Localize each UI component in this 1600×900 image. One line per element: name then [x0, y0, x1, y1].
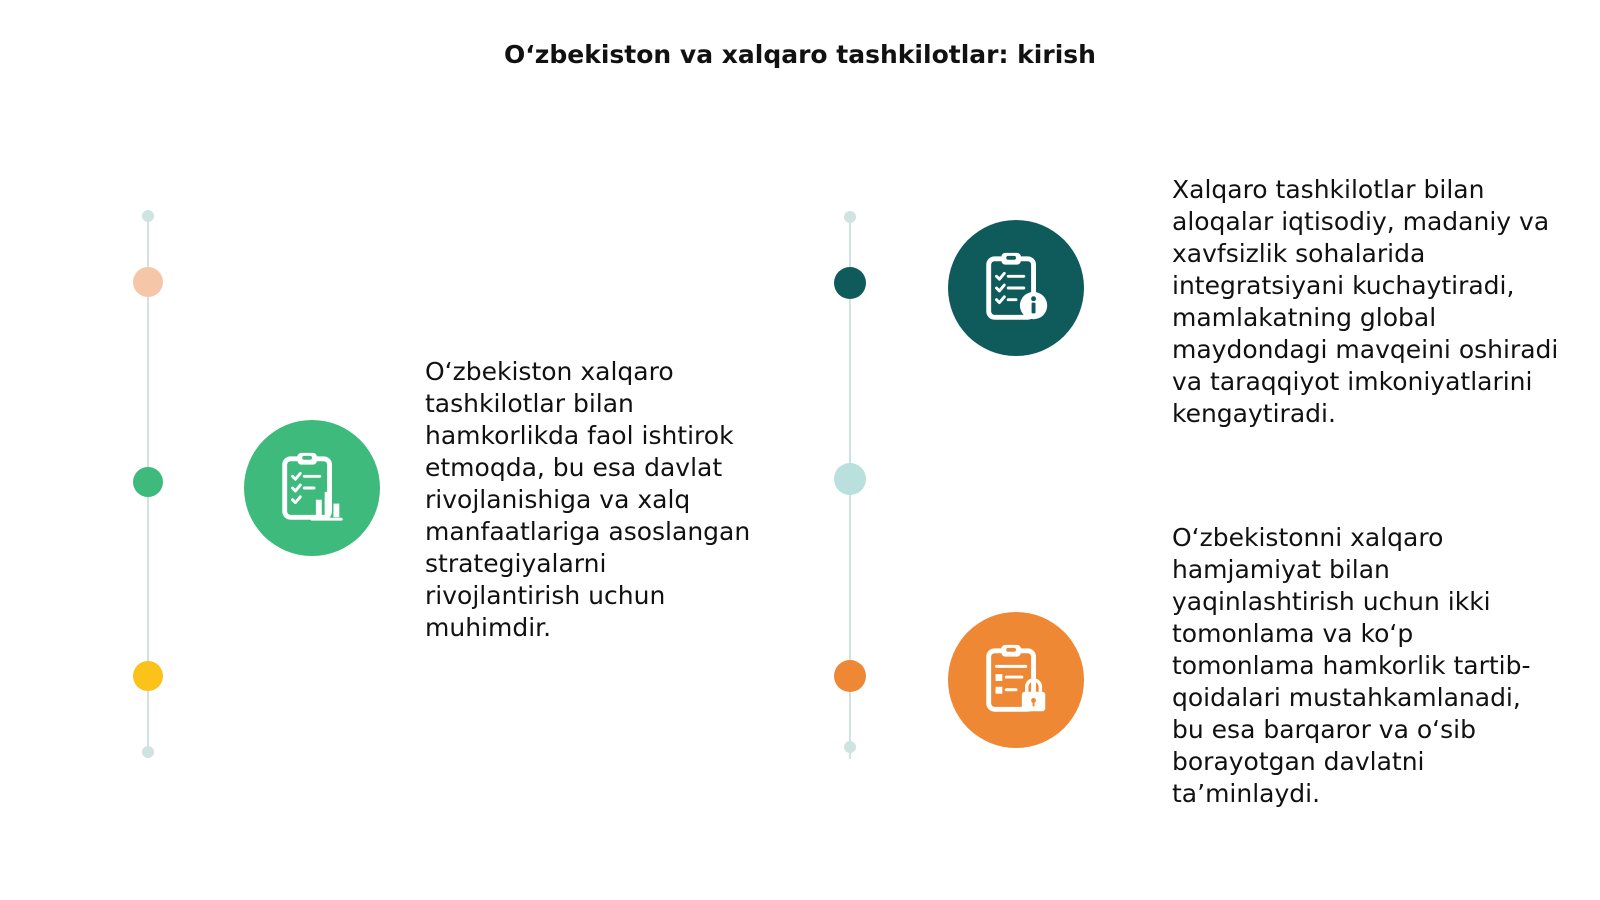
text-block-3: O‘zbekistonni xalqaro hamjamiyat bilan yaqinlashtirish uchun ikki tomonlama va ko‘p tomonlama hamkorlik tartib-qoidalari mustahkamlanadi, bu esa barqaror va o‘sib borayotgan davlatni ta’minlaydi.	[1172, 523, 1531, 808]
timeline-dot-peach	[133, 267, 163, 297]
timeline-end-dot	[844, 211, 856, 223]
text-block-2: Xalqaro tashkilotlar bilan aloqalar iqtisodiy, madaniy va xavfsizlik sohalarida integratsiyani kuchaytiradi, mamlakatning global maydondagi mavqeini oshiradi va taraqqiyot imkoniyatlarini kengaytiradi.	[1172, 175, 1559, 428]
timeline-dot-green	[133, 467, 163, 497]
clipboard-chart-icon	[244, 420, 380, 556]
page-title: O‘zbekiston va xalqaro tashkilotlar: kirish	[504, 40, 1096, 69]
middle-timeline	[835, 211, 865, 771]
left-timeline	[133, 210, 163, 770]
clipboard-info-icon-graphic	[977, 249, 1055, 327]
timeline-end-dot	[844, 741, 856, 753]
timeline-dot-dark-teal	[834, 267, 866, 299]
clipboard-info-icon	[948, 220, 1084, 356]
text-block-1: O‘zbekiston xalqaro tashkilotlar bilan hamkorlikda faol ishtirok etmoqda, bu esa davlat rivojlanishiga va xalq manfaatlariga asoslangan strategiyalarni rivojlantirish uchun muhimdir.	[425, 357, 751, 642]
clipboard-lock-icon-graphic	[977, 641, 1055, 719]
timeline-dot-orange	[834, 660, 866, 692]
timeline-dot-light-teal	[834, 463, 866, 495]
clipboard-chart-icon-graphic	[273, 449, 351, 527]
timeline-end-dot	[142, 210, 154, 222]
timeline-dot-yellow	[133, 661, 163, 691]
clipboard-lock-icon	[948, 612, 1084, 748]
timeline-end-dot	[142, 746, 154, 758]
